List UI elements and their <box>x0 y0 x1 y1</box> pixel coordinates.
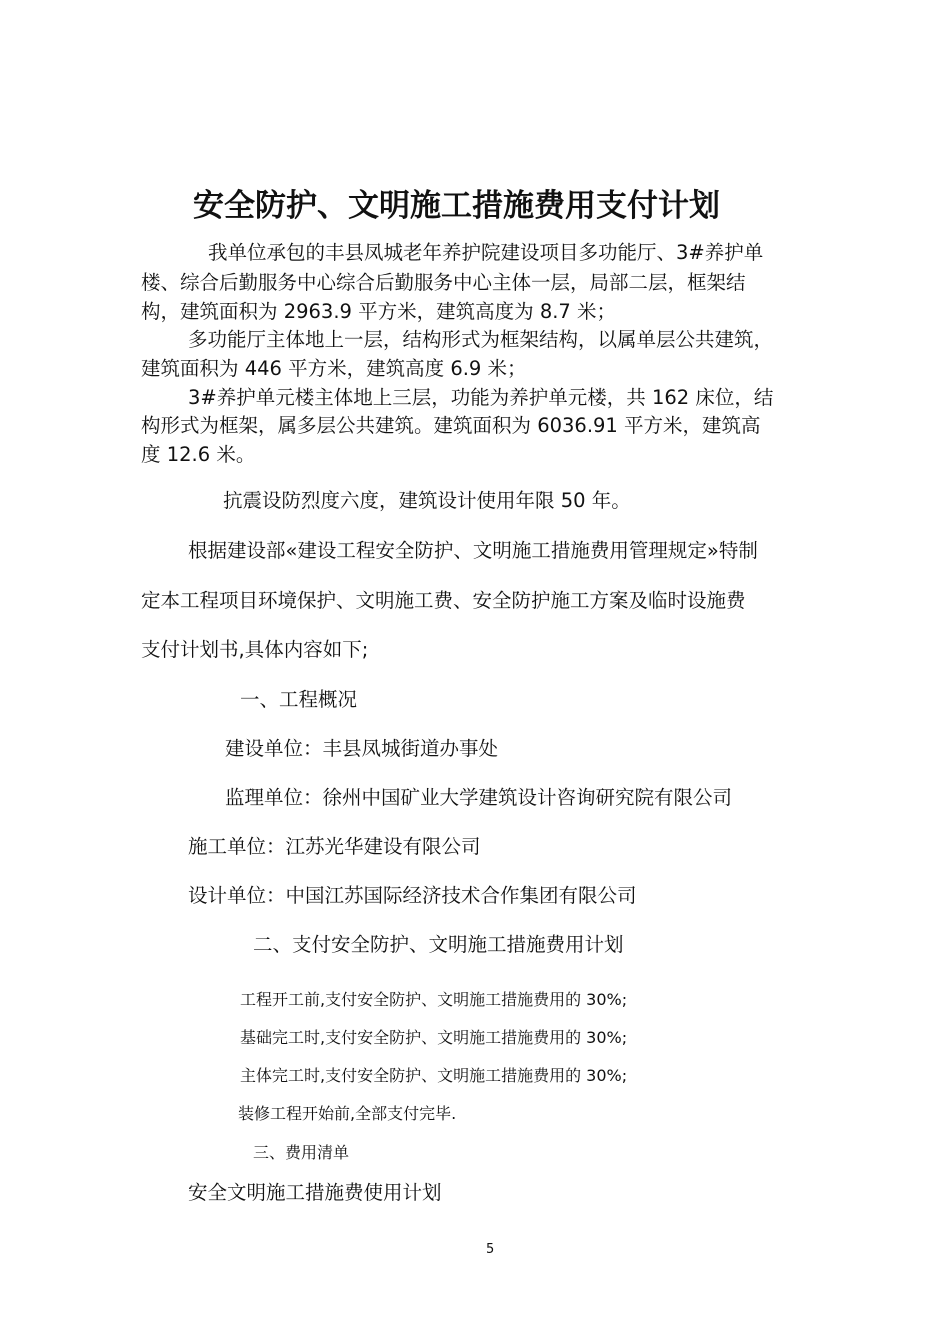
project-info-item: 设计单位：中国江苏国际经济技术合作集团有限公司 <box>188 884 637 907</box>
payment-plan-item: 基础完工时,支付安全防护、文明施工措施费用的 30%; <box>240 1028 628 1047</box>
project-info-item: 施工单位：江苏光华建设有限公司 <box>188 835 481 858</box>
section2-heading: 二、支付安全防护、文明施工措施费用计划 <box>253 933 624 956</box>
intro-line: 多功能厅主体地上一层，结构形式为框架结构，以属单层公共建筑， <box>188 328 774 351</box>
payment-plan-item: 装修工程开始前,全部支付完毕. <box>238 1104 457 1123</box>
intro-line: 构，建筑面积为 2963.9 平方米，建筑高度为 8.7 米； <box>141 300 617 323</box>
intro-line: 建筑面积为 446 平方米，建筑高度 6.9 米； <box>141 357 527 380</box>
project-info-item: 建设单位：丰县凤城街道办事处 <box>225 737 499 760</box>
section3-heading: 三、费用清单 <box>253 1143 350 1162</box>
intro-line: 构形式为框架，属多层公共建筑。建筑面积为 6036.91 平方米，建筑高 <box>141 414 761 437</box>
document-title: 安全防护、文明施工措施费用支付计划 <box>193 188 720 224</box>
payment-plan-item: 工程开工前,支付安全防护、文明施工措施费用的 30%; <box>240 990 628 1009</box>
basis-line: 定本工程项目环境保护、文明施工费、安全防护施工方案及临时设施费 <box>141 589 746 612</box>
page-number: 5 <box>486 1242 495 1257</box>
section1-heading: 一、工程概况 <box>240 688 358 711</box>
intro-line: 我单位承包的丰县凤城老年养护院建设项目多功能厅、3#养护单 <box>208 241 764 264</box>
intro-line: 楼、综合后勤服务中心综合后勤服务中心主体一层，局部二层，框架结 <box>141 271 746 294</box>
intro-line: 3#养护单元楼主体地上三层，功能为养护单元楼，共 162 床位，结 <box>188 386 774 409</box>
seismic-line: 抗震设防烈度六度，建筑设计使用年限 50 年。 <box>223 489 631 512</box>
intro-line: 度 12.6 米。 <box>141 443 256 466</box>
basis-line: 支付计划书,具体内容如下; <box>141 638 369 661</box>
cost-list-subtitle: 安全文明施工措施费使用计划 <box>188 1181 442 1204</box>
basis-line: 根据建设部«建设工程安全防护、文明施工措施费用管理规定»特制 <box>188 539 758 562</box>
payment-plan-item: 主体完工时,支付安全防护、文明施工措施费用的 30%; <box>240 1066 628 1085</box>
project-info-item: 监理单位：徐州中国矿业大学建筑设计咨询研究院有限公司 <box>225 786 733 809</box>
